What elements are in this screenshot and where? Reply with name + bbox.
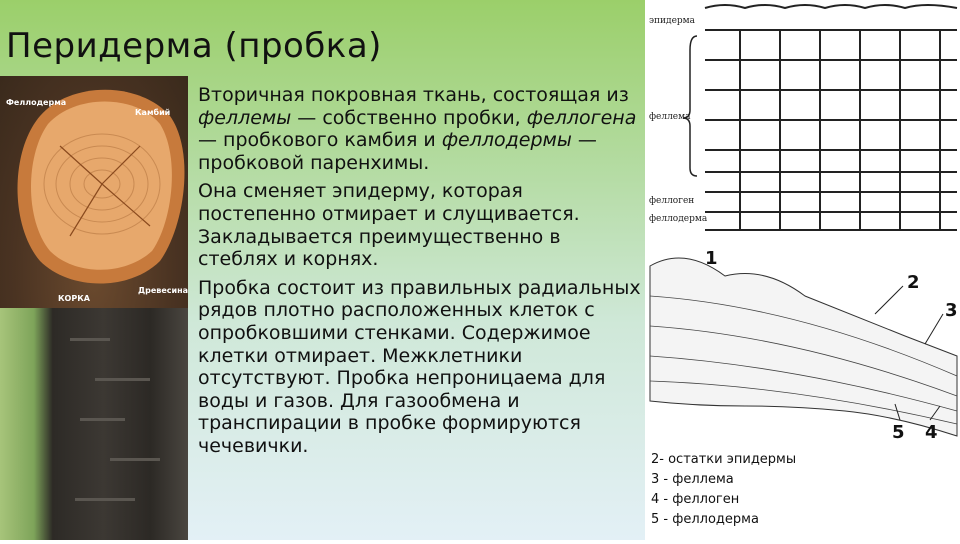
paragraph-composition: Вторичная покровная ткань, состоящая из феллемы — собственно пробки, феллогена — пробкового камбия и феллодермы — пробковой паренхимы. xyxy=(198,84,637,174)
label-cambium: Камбий xyxy=(135,108,171,117)
paragraph-structure: Пробка состоит из правильных радиальных рядов плотно расположенных клеток с опробковшими стенками. Содержимое клетки отмирает. Межклетники отсутствуют. Пробка непроницаема для воды и газов. Для газообмена и транспирации в пробке формируются чечевички. xyxy=(198,276,641,457)
legend-item: 5 - феллодерма xyxy=(651,512,759,527)
diagram-number-3: 3 xyxy=(945,300,958,321)
legend-item: 4 - феллоген xyxy=(651,492,740,507)
legend-item: 3 - феллема xyxy=(651,472,734,487)
label-phelloderm-diagram: феллодерма xyxy=(649,214,708,224)
periderm-cell-diagram xyxy=(645,0,960,236)
legend-item: 2- остатки эпидермы xyxy=(651,452,797,467)
diagram-number-1: 1 xyxy=(705,248,718,269)
label-bark: КОРКА xyxy=(58,294,90,303)
bark-photo xyxy=(0,308,188,540)
diagram-number-5: 5 xyxy=(892,422,905,443)
diagram-legend xyxy=(651,450,796,530)
label-phelloderm: Феллодерма xyxy=(6,98,67,107)
slide-title: Перидерма (пробка) xyxy=(6,26,382,66)
diagram-number-2: 2 xyxy=(907,272,920,293)
paragraph-origin: Она сменяет эпидерму, которая постепенно отмирает и слущивается. Закладывается преимущественно в стеблях и корнях. xyxy=(198,180,580,271)
body-text xyxy=(198,84,646,464)
stump-photo xyxy=(0,76,188,308)
label-wood: Древесина xyxy=(138,286,188,295)
diagram-number-4: 4 xyxy=(925,422,938,443)
label-phellem: феллема xyxy=(649,112,691,122)
label-phellogen: феллоген xyxy=(649,196,695,206)
label-epidermis: эпидерма xyxy=(649,16,696,26)
